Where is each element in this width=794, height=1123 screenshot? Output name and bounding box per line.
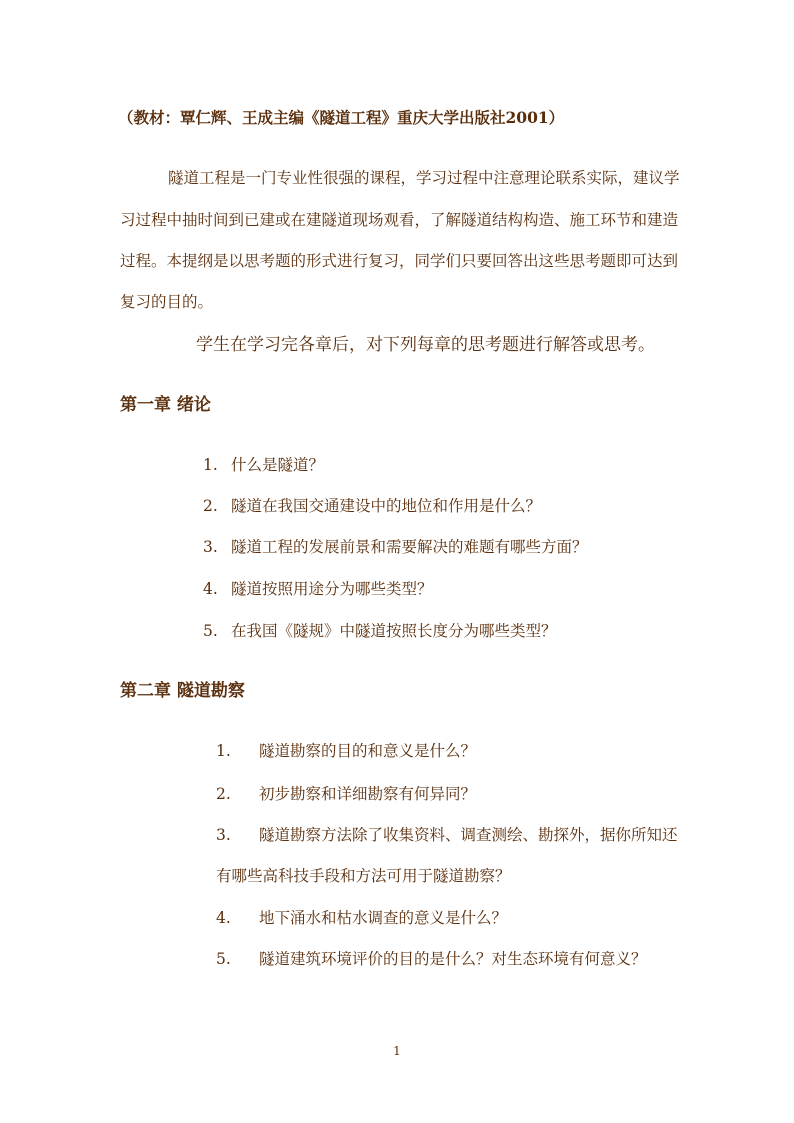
question-number: 1. [216,742,231,760]
page-number: 1 [393,1044,401,1058]
question-text: 地下涌水和枯水调查的意义是什么？ [259,909,508,927]
chapter2-question-3 [216,825,678,845]
instruction-text: 学生在学习完各章后，对下列每章的思考题进行解答或思考。 [196,335,655,355]
chapter1-question-4 [203,579,433,599]
chapter1-question-1 [203,455,324,475]
question-text: 隧道勘察方法除了收集资料、调查测绘、勘探外，据你所知还 [259,826,678,844]
chapter1-question-3 [203,537,588,557]
question-number: 2. [203,497,218,515]
chapter2-title: 第二章 隧道勘察 [120,681,245,701]
intro-line-2: 习过程中抽时间到已建或在建隧道现场观看，了解隧道结构构造、施工环节和建造 [120,211,679,229]
question-number: 1. [203,456,218,474]
question-number: 4. [203,580,218,598]
chapter2-question-1 [216,741,476,761]
question-number: 3. [216,826,231,844]
question-number: 3. [203,538,218,556]
question-text: 隧道在我国交通建设中的地位和作用是什么？ [231,497,542,515]
chapter2-question-5 [216,949,647,969]
question-text: 什么是隧道？ [231,456,325,474]
chapter1-question-2 [203,496,541,516]
question-number: 5. [216,950,231,968]
question-text: 隧道工程的发展前景和需要解决的难题有哪些方面？ [231,538,588,556]
chapter2-question-3-continuation: 有哪些高科技手段和方法可用于隧道勘察？ [216,867,511,885]
chapter1-question-5 [203,621,557,641]
question-number: 4. [216,909,231,927]
chapter2-question-2 [216,784,476,804]
question-text: 隧道建筑环境评价的目的是什么？对生态环境有何意义？ [259,950,647,968]
intro-line-3: 过程。本提纲是以思考题的形式进行复习，同学们只要回答出这些思考题即可达到 [120,252,679,270]
textbook-note: （教材：覃仁辉、王成主编《隧道工程》重庆大学出版社2001） [118,108,565,127]
question-text: 在我国《隧规》中隧道按照长度分为哪些类型？ [231,622,557,640]
intro-line-4: 复习的目的。 [120,293,214,311]
question-text: 初步勘察和详细勘察有何异同？ [259,785,477,803]
question-number: 2. [216,785,231,803]
chapter1-title: 第一章 绪论 [120,395,211,415]
question-number: 5. [203,622,218,640]
intro-line-1: 隧道工程是一门专业性很强的课程，学习过程中注意理论联系实际，建议学 [168,169,680,187]
question-text: 隧道勘察的目的和意义是什么？ [259,742,477,760]
question-text: 隧道按照用途分为哪些类型？ [231,580,433,598]
chapter2-question-4 [216,908,507,928]
